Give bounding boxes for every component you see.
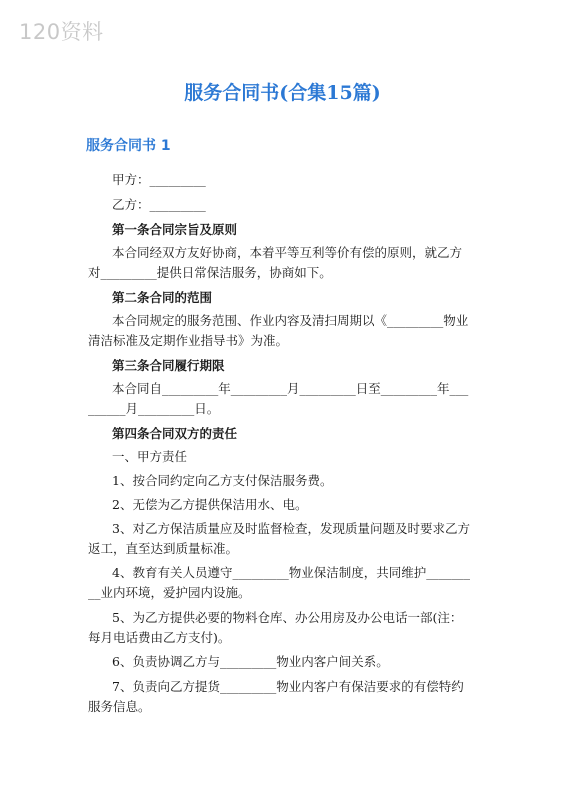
paragraph-line: 清洁标准及定期作业指导书》为准。 [88,333,289,348]
list-item: 5、为乙方提供必要的物料仓库、办公用房及办公电话一部(注： [112,610,463,625]
paragraph-line: 本合同经双方友好协商，本着平等互利等价有偿的原则，就乙方 [112,245,463,260]
list-item-continuation: 服务信息。 [88,699,151,714]
section-title: 服务合同书 1 [86,138,171,154]
list-item-continuation: 返工，直至达到质量标准。 [88,541,239,556]
list-item-continuation: __业内环境，爱护园内设施。 [88,585,251,600]
article-1-heading: 第一条合同宗旨及原则 [112,222,238,237]
article-2-heading: 第二条合同的范围 [112,290,213,305]
paragraph-line: 本合同自_________年_________月_________日至_________年___ [112,381,469,396]
paragraph-line: ______月_________日。 [88,401,220,416]
party-b-line: 乙方：_________ [112,197,206,212]
subsection-heading: 一、甲方责任 [112,449,188,464]
party-a-line: 甲方：_________ [112,172,206,187]
list-item: 1、按合同约定向乙方支付保洁服务费。 [112,473,333,488]
paragraph-line: 对_________提供日常保洁服务，协商如下。 [88,265,332,280]
list-item: 3、对乙方保洁质量应及时监督检查，发现质量问题及时要求乙方 [112,521,470,536]
list-item: 7、负责向乙方提货_________物业内客户有保洁要求的有偿特约 [112,679,464,694]
list-item: 2、无偿为乙方提供保洁用水、电。 [112,497,308,512]
list-item: 6、负责协调乙方与_________物业内客户间关系。 [112,654,389,669]
article-3-heading: 第三条合同履行期限 [112,358,225,373]
watermark: 120资料 [19,20,104,44]
paragraph-line: 本合同规定的服务范围、作业内容及清扫周期以《_________物业 [112,313,469,328]
document-title: 服务合同书(合集15篇) [184,82,381,104]
list-item-continuation: 每月电话费由乙方支付)。 [88,630,231,645]
list-item: 4、教育有关人员遵守_________物业保洁制度，共同维护_______ [112,565,470,580]
article-4-heading: 第四条合同双方的责任 [112,426,238,441]
